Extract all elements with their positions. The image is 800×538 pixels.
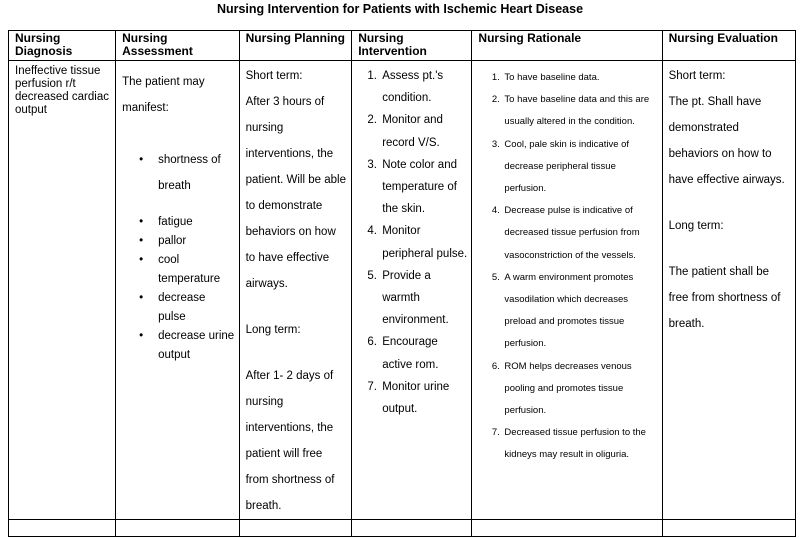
evaluation-long-label: Long term: (668, 220, 724, 232)
intervention-item: 2. Monitor and record V/S. (380, 109, 467, 153)
intervention-cell (352, 61, 472, 520)
assessment-cell (116, 61, 240, 520)
header-assessment: Nursing Assessment (116, 31, 240, 61)
symptom-item: • cool temperature (158, 251, 235, 289)
header-row (9, 31, 796, 61)
diagnosis-cell (9, 61, 116, 520)
evaluation-cell (662, 61, 795, 520)
symptom-item: • decrease urine output (158, 327, 235, 365)
symptom-item: • fatigue (158, 213, 235, 232)
empty-cell (352, 520, 472, 537)
empty-cell (116, 520, 240, 537)
content-row (9, 61, 796, 520)
header-planning: Nursing Planning (239, 31, 352, 61)
empty-cell (472, 520, 662, 537)
evaluation-short-label: Short term: (668, 70, 726, 82)
header-diagnosis: Nursing Diagnosis (9, 31, 116, 61)
planning-short-label: Short term: (245, 70, 303, 82)
planning-cell (239, 61, 352, 520)
care-plan-table (8, 30, 796, 537)
header-intervention: Nursing Intervention (352, 31, 472, 61)
evaluation-long-text: The patient shall be free from shortness of breath. (668, 266, 781, 330)
symptom-item: • pallor (158, 232, 235, 251)
empty-cell (662, 520, 795, 537)
rationale-item: 4. Decrease pulse is indicative of decreased tissue perfusion from vasoconstriction of the vessels. (502, 200, 657, 267)
diagnosis-text: Ineffective tissue perfusion r/t decreased cardiac output (15, 65, 109, 116)
symptom-item: • shortness of breath (158, 147, 235, 199)
symptom-list (122, 147, 235, 365)
intervention-item: 3. Note color and temperature of the skin. (380, 154, 467, 221)
rationale-list (478, 67, 657, 467)
rationale-item: 7. Decreased tissue perfusion to the kidneys may result in oliguria. (502, 422, 657, 466)
planning-long-text: After 1- 2 days of nursing interventions, the patient will free from shortness of breath. (245, 370, 335, 512)
intervention-item: 1. Assess pt.'s condition. (380, 65, 467, 109)
planning-short-text: After 3 hours of nursing interventions, the patient. Will be able to demonstrate behaviors on how to have effective airways. (245, 96, 346, 290)
rationale-item: 1. To have baseline data. (502, 67, 657, 89)
intervention-item: 5. Provide a warmth environment. (380, 265, 467, 332)
document-title: Nursing Intervention for Patients with Ischemic Heart Disease (216, 2, 584, 16)
symptom-item: • decrease pulse (158, 289, 235, 327)
empty-row (9, 520, 796, 537)
rationale-item: 6. ROM helps decreases venous pooling and promotes tissue perfusion. (502, 356, 657, 423)
planning-long-label: Long term: (245, 324, 301, 336)
intervention-item: 4. Monitor peripheral pulse. (380, 220, 467, 264)
rationale-item: 3. Cool, pale skin is indicative of decrease peripheral tissue perfusion. (502, 134, 657, 201)
empty-cell (9, 520, 116, 537)
rationale-item: 5. A warm environment promotes vasodilation which decreases preload and promotes tissue perfusion. (502, 267, 657, 356)
evaluation-short-text: The pt. Shall have demonstrated behaviors on how to have effective airways. (668, 96, 785, 186)
assessment-intro: The patient may manifest: (122, 76, 205, 114)
header-evaluation: Nursing Evaluation (662, 31, 795, 61)
header-rationale: Nursing Rationale (472, 31, 662, 61)
intervention-item: 6. Encourage active rom. (380, 331, 467, 375)
rationale-item: 2. To have baseline data and this are usually altered in the condition. (502, 89, 657, 133)
intervention-item: 7. Monitor urine output. (380, 376, 467, 420)
rationale-cell (472, 61, 662, 520)
intervention-list (358, 65, 467, 420)
empty-cell (239, 520, 352, 537)
